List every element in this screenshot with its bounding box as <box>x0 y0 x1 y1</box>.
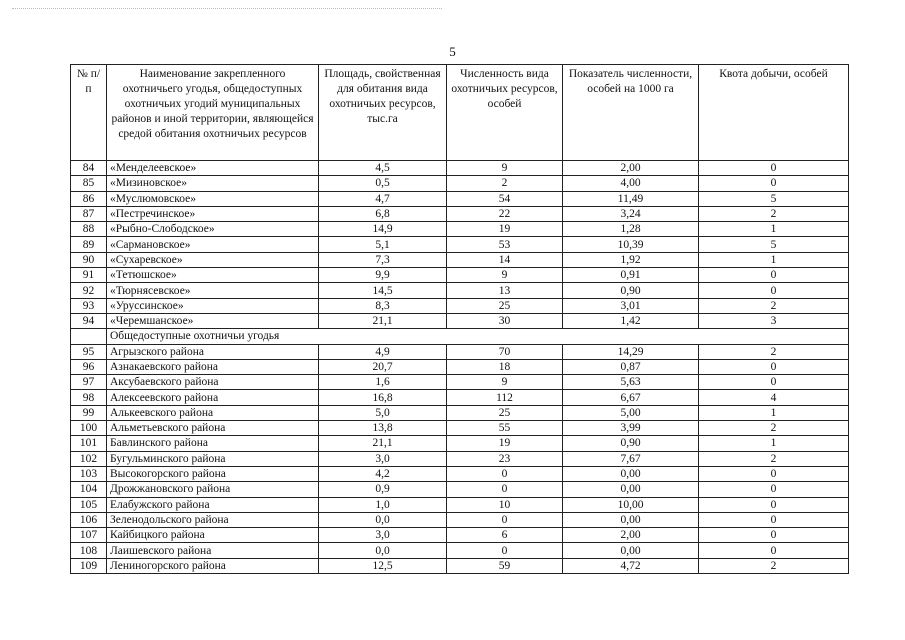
cell-area: 7,3 <box>319 252 447 267</box>
cell-area: 20,7 <box>319 359 447 374</box>
cell-density: 3,24 <box>563 206 699 221</box>
cell-name: Аксубаевского района <box>107 375 319 390</box>
cell-quota: 0 <box>699 528 849 543</box>
cell-number: 107 <box>71 528 107 543</box>
cell-quota: 1 <box>699 222 849 237</box>
cell-area: 13,8 <box>319 421 447 436</box>
cell-count: 19 <box>447 222 563 237</box>
cell-count: 2 <box>447 176 563 191</box>
cell-density: 0,00 <box>563 512 699 527</box>
table-section <box>71 329 849 344</box>
table-row <box>71 283 849 298</box>
cell-name: Альметьевского района <box>107 421 319 436</box>
cell-density: 4,72 <box>563 558 699 573</box>
cell-quota: 0 <box>699 482 849 497</box>
cell-density: 1,42 <box>563 313 699 328</box>
cell-number: 93 <box>71 298 107 313</box>
cell-density: 6,67 <box>563 390 699 405</box>
cell-count: 9 <box>447 161 563 176</box>
cell-area: 5,0 <box>319 405 447 420</box>
cell-count: 25 <box>447 298 563 313</box>
table-row <box>71 528 849 543</box>
cell-number: 96 <box>71 359 107 374</box>
cell-quota: 2 <box>699 344 849 359</box>
table-row <box>71 191 849 206</box>
cell-name: «Мизиновское» <box>107 176 319 191</box>
cell-quota: 2 <box>699 558 849 573</box>
cell-density: 7,67 <box>563 451 699 466</box>
cell-area: 3,0 <box>319 451 447 466</box>
cell-name: «Менделеевское» <box>107 161 319 176</box>
cell-number: 85 <box>71 176 107 191</box>
cell-number: 108 <box>71 543 107 558</box>
cell-count: 70 <box>447 344 563 359</box>
cell-density: 1,92 <box>563 252 699 267</box>
cell-area: 21,1 <box>319 436 447 451</box>
col-header-number: № п/п <box>71 65 107 161</box>
cell-density: 5,63 <box>563 375 699 390</box>
cell-number: 109 <box>71 558 107 573</box>
cell-area: 4,2 <box>319 466 447 481</box>
cell-area: 14,9 <box>319 222 447 237</box>
cell-density: 0,00 <box>563 466 699 481</box>
scan-artifact <box>12 8 442 11</box>
cell-number: 105 <box>71 497 107 512</box>
table-row <box>71 359 849 374</box>
col-header-area: Площадь, свойственная для обитания вида охотничьих ресурсов, тыс.га <box>319 65 447 161</box>
cell-number: 102 <box>71 451 107 466</box>
cell-name: «Уруссинское» <box>107 298 319 313</box>
cell-density: 0,87 <box>563 359 699 374</box>
cell-area: 4,9 <box>319 344 447 359</box>
cell-quota: 0 <box>699 176 849 191</box>
cell-name: Азнакаевского района <box>107 359 319 374</box>
table-row <box>71 405 849 420</box>
cell-count: 9 <box>447 268 563 283</box>
cell-number: 95 <box>71 344 107 359</box>
cell-number: 106 <box>71 512 107 527</box>
cell-density: 0,90 <box>563 283 699 298</box>
cell-name: Лениногорского района <box>107 558 319 573</box>
cell-count: 112 <box>447 390 563 405</box>
cell-number: 103 <box>71 466 107 481</box>
cell-count: 19 <box>447 436 563 451</box>
cell-count: 22 <box>447 206 563 221</box>
cell-area: 4,5 <box>319 161 447 176</box>
cell-density: 0,00 <box>563 543 699 558</box>
cell-density: 1,28 <box>563 222 699 237</box>
cell-density: 14,29 <box>563 344 699 359</box>
table-header-row <box>71 65 849 161</box>
cell-count: 6 <box>447 528 563 543</box>
col-header-count: Численность вида охотничьих ресурсов, особей <box>447 65 563 161</box>
cell-quota: 2 <box>699 206 849 221</box>
cell-name: Высокогорского района <box>107 466 319 481</box>
cell-name: «Сухаревское» <box>107 252 319 267</box>
cell-count: 18 <box>447 359 563 374</box>
cell-area: 3,0 <box>319 528 447 543</box>
cell-number: 100 <box>71 421 107 436</box>
cell-density: 4,00 <box>563 176 699 191</box>
cell-number: 88 <box>71 222 107 237</box>
cell-number: 94 <box>71 313 107 328</box>
section-row <box>71 329 849 344</box>
cell-count: 54 <box>447 191 563 206</box>
table-row <box>71 512 849 527</box>
cell-count: 23 <box>447 451 563 466</box>
cell-name: «Сармановское» <box>107 237 319 252</box>
cell-name: Алексеевского района <box>107 390 319 405</box>
table-body-public-grounds <box>71 344 849 573</box>
table-row <box>71 375 849 390</box>
cell-name: Дрожжановского района <box>107 482 319 497</box>
col-header-density: Показатель численности, особей на 1000 га <box>563 65 699 161</box>
cell-count: 0 <box>447 512 563 527</box>
cell-density: 0,91 <box>563 268 699 283</box>
cell-density: 10,39 <box>563 237 699 252</box>
cell-area: 5,1 <box>319 237 447 252</box>
col-header-name: Наименование закрепленного охотничьего угодья, общедоступных охотничьих угодий муниципальных районов и иной территории, являющейся средой обитания охотничьих ресурсов <box>107 65 319 161</box>
cell-name: «Тюрнясевское» <box>107 283 319 298</box>
cell-name: Бугульминского района <box>107 451 319 466</box>
cell-quota: 1 <box>699 405 849 420</box>
table-row <box>71 497 849 512</box>
table-row <box>71 313 849 328</box>
table-row <box>71 482 849 497</box>
col-header-quota: Квота добычи, особей <box>699 65 849 161</box>
cell-name: Бавлинского района <box>107 436 319 451</box>
cell-name: Агрызского района <box>107 344 319 359</box>
cell-count: 55 <box>447 421 563 436</box>
cell-density: 2,00 <box>563 528 699 543</box>
table-row <box>71 222 849 237</box>
cell-quota: 5 <box>699 237 849 252</box>
cell-quota: 0 <box>699 375 849 390</box>
cell-area: 0,5 <box>319 176 447 191</box>
cell-count: 9 <box>447 375 563 390</box>
cell-number: 86 <box>71 191 107 206</box>
cell-density: 10,00 <box>563 497 699 512</box>
cell-quota: 0 <box>699 283 849 298</box>
cell-area: 12,5 <box>319 558 447 573</box>
cell-area: 1,6 <box>319 375 447 390</box>
cell-area: 9,9 <box>319 268 447 283</box>
cell-quota: 2 <box>699 451 849 466</box>
cell-quota: 2 <box>699 298 849 313</box>
cell-quota: 0 <box>699 268 849 283</box>
table-row <box>71 161 849 176</box>
cell-number: 99 <box>71 405 107 420</box>
cell-count: 14 <box>447 252 563 267</box>
cell-number: 89 <box>71 237 107 252</box>
cell-density: 2,00 <box>563 161 699 176</box>
cell-area: 16,8 <box>319 390 447 405</box>
cell-count: 0 <box>447 466 563 481</box>
cell-count: 30 <box>447 313 563 328</box>
cell-name: Кайбицкого района <box>107 528 319 543</box>
cell-count: 59 <box>447 558 563 573</box>
cell-name: Алькеевского района <box>107 405 319 420</box>
cell-quota: 0 <box>699 161 849 176</box>
section-title: Общедоступные охотничьи угодья <box>107 329 849 344</box>
table-row <box>71 176 849 191</box>
cell-density: 5,00 <box>563 405 699 420</box>
cell-name: «Черемшанское» <box>107 313 319 328</box>
table-row <box>71 451 849 466</box>
table-row <box>71 268 849 283</box>
cell-name: Лаишевского района <box>107 543 319 558</box>
cell-count: 10 <box>447 497 563 512</box>
cell-number: 97 <box>71 375 107 390</box>
cell-area: 8,3 <box>319 298 447 313</box>
table-row <box>71 390 849 405</box>
cell-name: «Рыбно-Слободское» <box>107 222 319 237</box>
cell-density: 3,01 <box>563 298 699 313</box>
cell-name: «Пестречинское» <box>107 206 319 221</box>
cell-quota: 0 <box>699 466 849 481</box>
cell-quota: 0 <box>699 359 849 374</box>
table-row <box>71 558 849 573</box>
cell-number: 104 <box>71 482 107 497</box>
cell-number: 87 <box>71 206 107 221</box>
cell-count: 25 <box>447 405 563 420</box>
cell-quota: 1 <box>699 436 849 451</box>
cell-quota: 3 <box>699 313 849 328</box>
cell-quota: 0 <box>699 543 849 558</box>
table-row <box>71 206 849 221</box>
cell-area: 1,0 <box>319 497 447 512</box>
cell-quota: 2 <box>699 421 849 436</box>
table-row <box>71 421 849 436</box>
quota-table <box>70 64 849 574</box>
cell-number: 92 <box>71 283 107 298</box>
cell-number: 90 <box>71 252 107 267</box>
cell-area: 0,0 <box>319 543 447 558</box>
cell-quota: 1 <box>699 252 849 267</box>
cell-name: «Тетюшское» <box>107 268 319 283</box>
table-row <box>71 543 849 558</box>
cell-count: 0 <box>447 543 563 558</box>
table-row <box>71 436 849 451</box>
cell-quota: 0 <box>699 512 849 527</box>
cell-number: 91 <box>71 268 107 283</box>
cell-area: 14,5 <box>319 283 447 298</box>
cell-area: 0,0 <box>319 512 447 527</box>
cell-area: 21,1 <box>319 313 447 328</box>
cell-count: 53 <box>447 237 563 252</box>
cell-area: 0,9 <box>319 482 447 497</box>
table-row <box>71 344 849 359</box>
cell-area: 6,8 <box>319 206 447 221</box>
cell-number: 98 <box>71 390 107 405</box>
page-number: 5 <box>449 44 456 59</box>
cell-density: 0,00 <box>563 482 699 497</box>
cell-quota: 4 <box>699 390 849 405</box>
cell-quota: 0 <box>699 497 849 512</box>
table-body-closed-grounds <box>71 161 849 329</box>
table-row <box>71 237 849 252</box>
cell-density: 0,90 <box>563 436 699 451</box>
cell-quota: 5 <box>699 191 849 206</box>
cell-number: 84 <box>71 161 107 176</box>
cell-density: 11,49 <box>563 191 699 206</box>
cell-name: Зеленодольского района <box>107 512 319 527</box>
table-row <box>71 252 849 267</box>
cell-count: 13 <box>447 283 563 298</box>
cell-name: Елабужского района <box>107 497 319 512</box>
table-row <box>71 298 849 313</box>
cell-density: 3,99 <box>563 421 699 436</box>
cell-name: «Муслюмовское» <box>107 191 319 206</box>
cell-number: 101 <box>71 436 107 451</box>
table-row <box>71 466 849 481</box>
cell-count: 0 <box>447 482 563 497</box>
cell-area: 4,7 <box>319 191 447 206</box>
